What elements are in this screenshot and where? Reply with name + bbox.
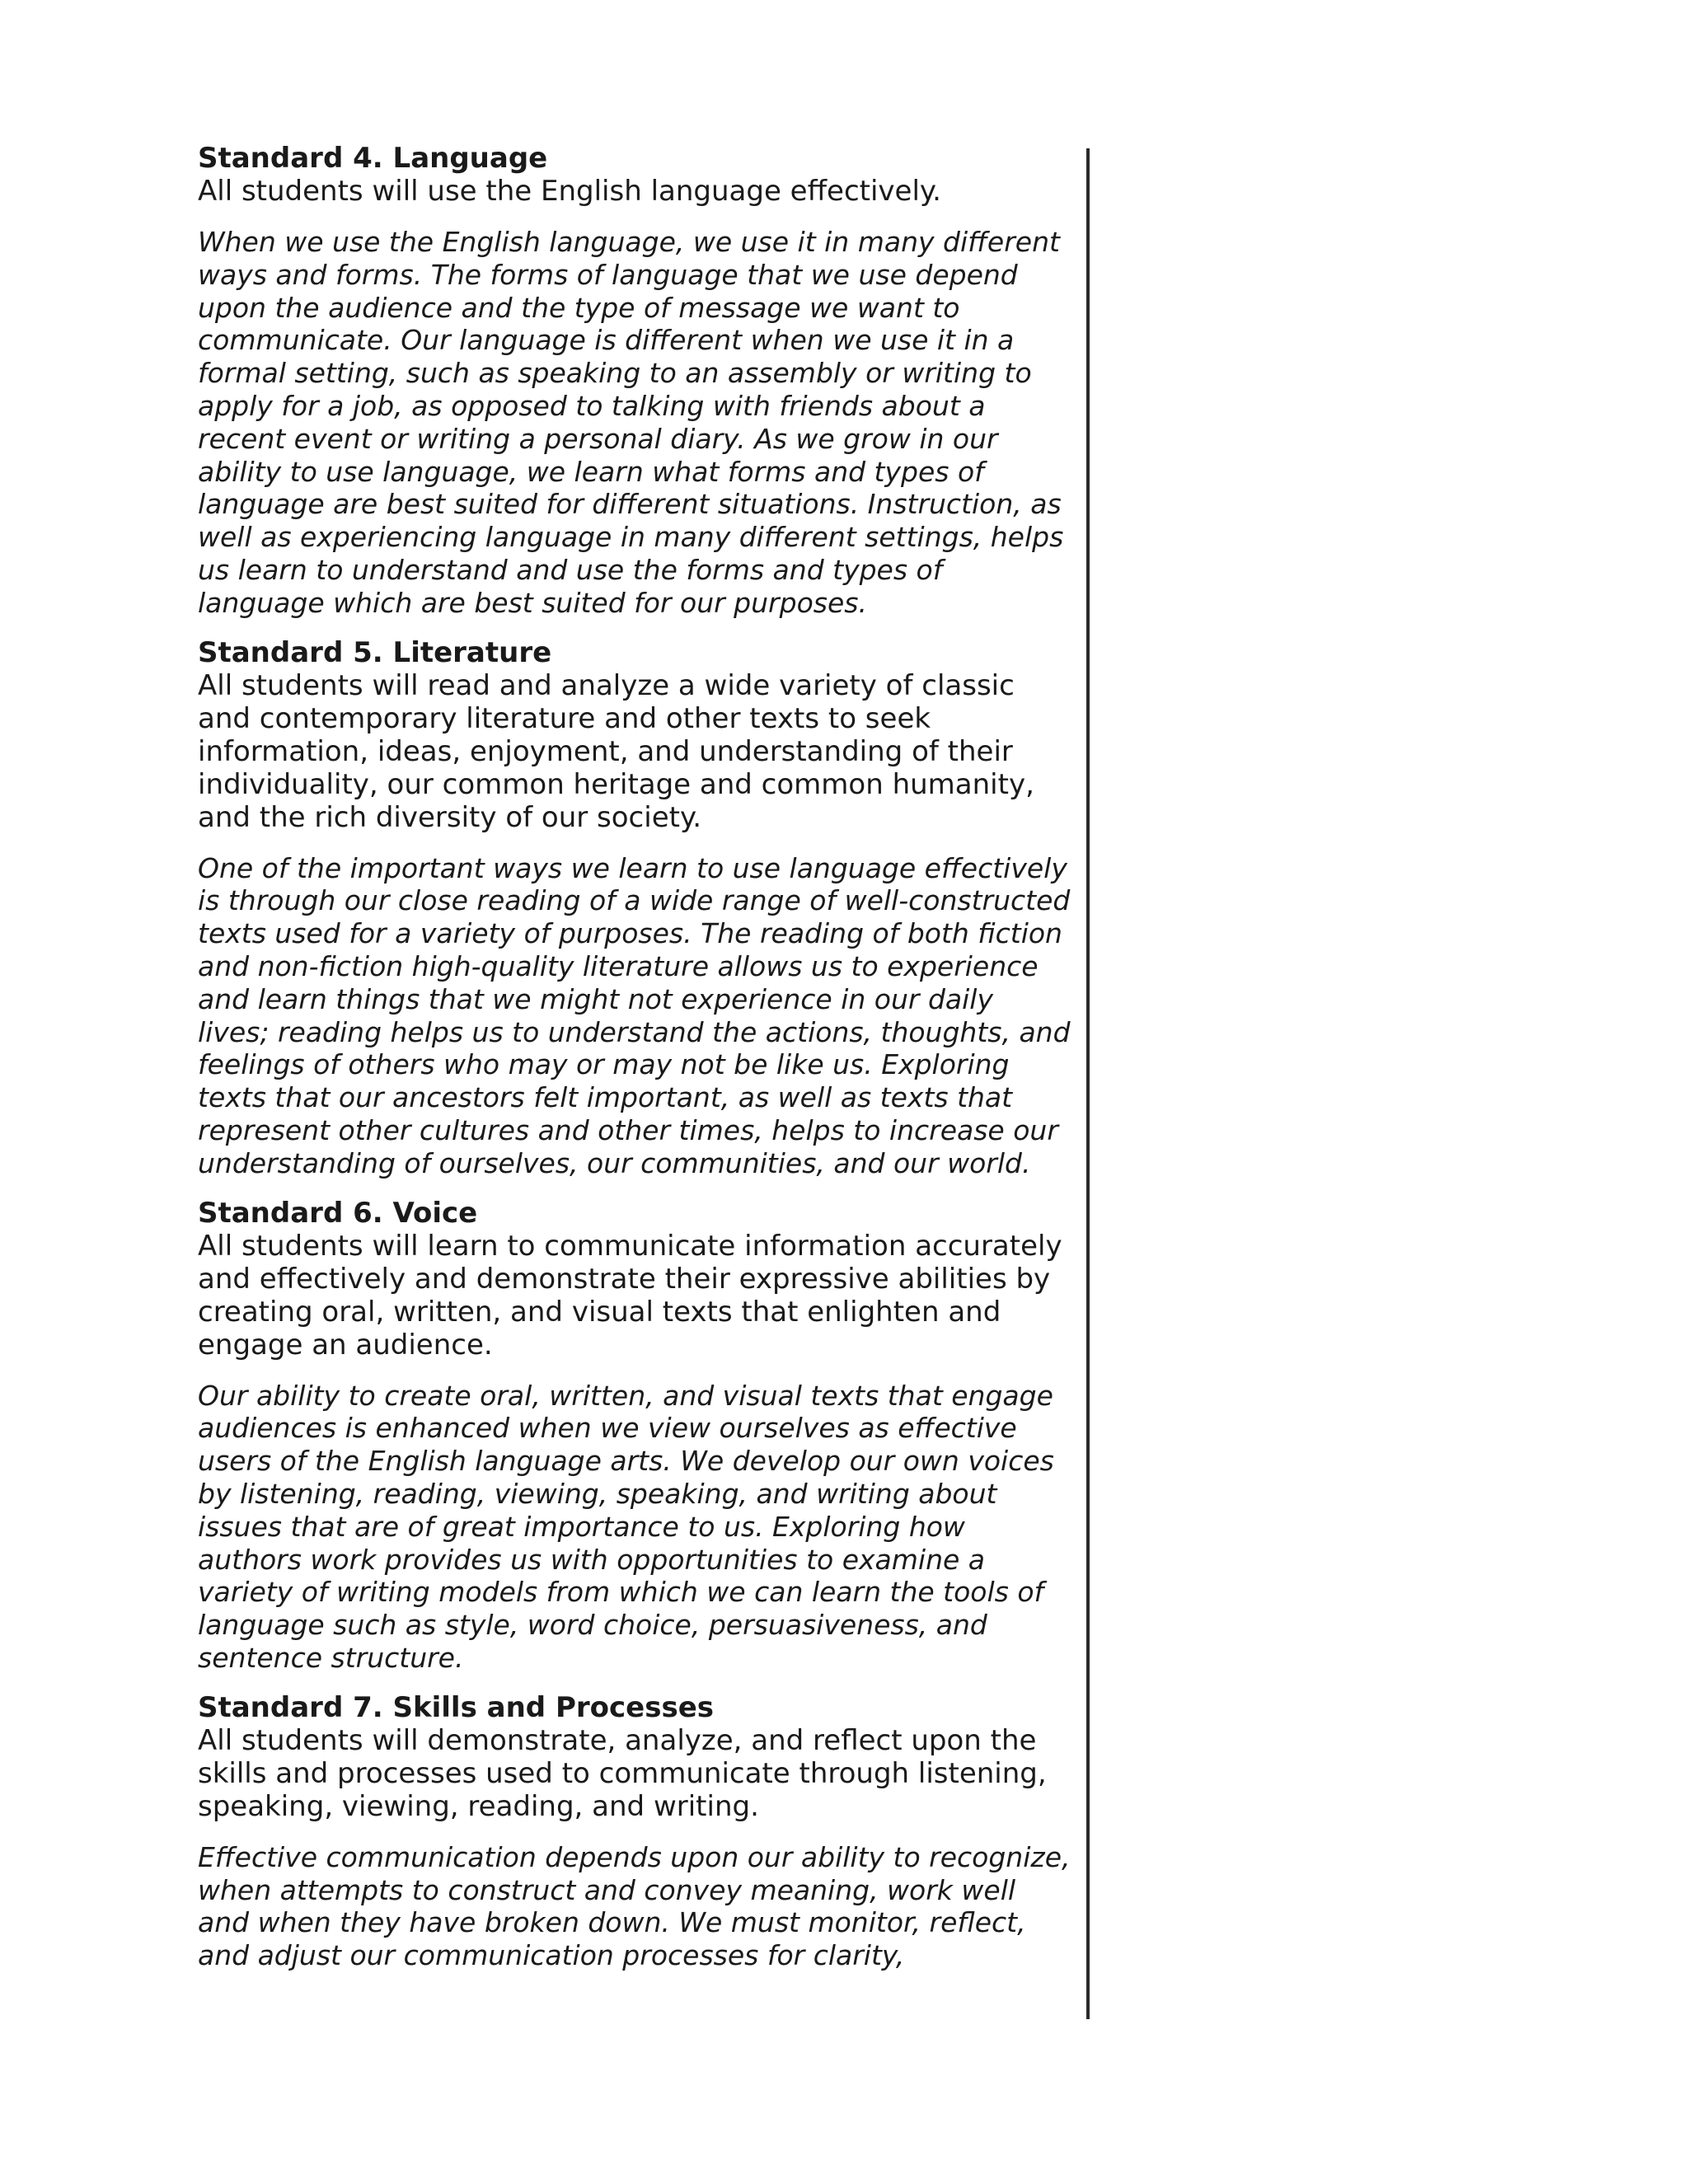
standard-commentary: Our ability to create oral, written, and visual texts that engage audiences is enhanced when we view ourselves as effective users of the English language arts. We develop our own voices by listening, reading, viewing, speaking, and writing about issues that are of great importance to us. Exploring how authors work provides us with opportunities to examine a variety of writing models from which we can learn the tools of language such as style, word choice, persuasiveness, and sentence structure. xyxy=(198,1379,1054,1674)
vertical-divider-rule xyxy=(1086,148,1090,2019)
section-heading: Standard 4. Language xyxy=(198,142,548,175)
standard-statement: All students will read and analyze a wide variety of classic and contemporary literature and other texts to seek information, ideas, enjoyment, and understanding of their individuality, our common heritage and common humanity, and the rich diversity of our society. xyxy=(198,668,1034,834)
standard-6-section xyxy=(198,1197,1071,1675)
standard-commentary: One of the important ways we learn to use language effectively is through our close reading of a wide range of well-constructed texts used for a variety of purposes. The reading of both fiction and non-fiction high-quality literature allows us to experience and learn things that we might not experience in our daily lives; reading helps us to understand the actions, thoughts, and feelings of others who may or may not be like us. Exploring texts that our ancestors felt important, as well as texts that represent other cultures and other times, helps to increase our understanding of ourselves, our communities, and our world. xyxy=(198,851,1071,1179)
standard-4-section xyxy=(198,142,1071,620)
standard-5-section xyxy=(198,636,1071,1180)
standard-commentary: When we use the English language, we use it in many different ways and forms. The forms of language that we use depend upon the audience and the type of message we want to communicate. Our language is different when we use it in a formal setting, such as speaking to an assembly or writing to apply for a job, as opposed to talking with friends about a recent event or writing a personal diary. As we grow in our ability to use language, we learn what forms and types of language are best suited for different situations. Instruction, as well as experiencing language in many different settings, helps us learn to understand and use the forms and types of language which are best suited for our purposes. xyxy=(198,226,1064,619)
standard-commentary: Effective communication depends upon our ability to recognize, when attempts to construct and convey meaning, work well and when they have broken down. We must monitor, reflect, and adjust our communication processes for clarity, xyxy=(198,1840,1071,1972)
section-heading: Standard 5. Literature xyxy=(198,635,552,669)
standard-statement: All students will use the English language effectively. xyxy=(198,175,941,208)
text-column xyxy=(198,142,1071,1989)
standard-statement: All students will learn to communicate information accurately and effectively and demonstrate their expressive abilities by creating oral, written, and visual texts that enlighten and engage an audience. xyxy=(198,1229,1062,1361)
section-heading: Standard 6. Voice xyxy=(198,1196,478,1230)
standard-statement: All students will demonstrate, analyze, and reflect upon the skills and processes used to communicate through listening, speaking, viewing, reading, and writing. xyxy=(198,1723,1047,1823)
section-heading: Standard 7. Skills and Processes xyxy=(198,1690,715,1724)
standard-7-section xyxy=(198,1691,1071,1972)
